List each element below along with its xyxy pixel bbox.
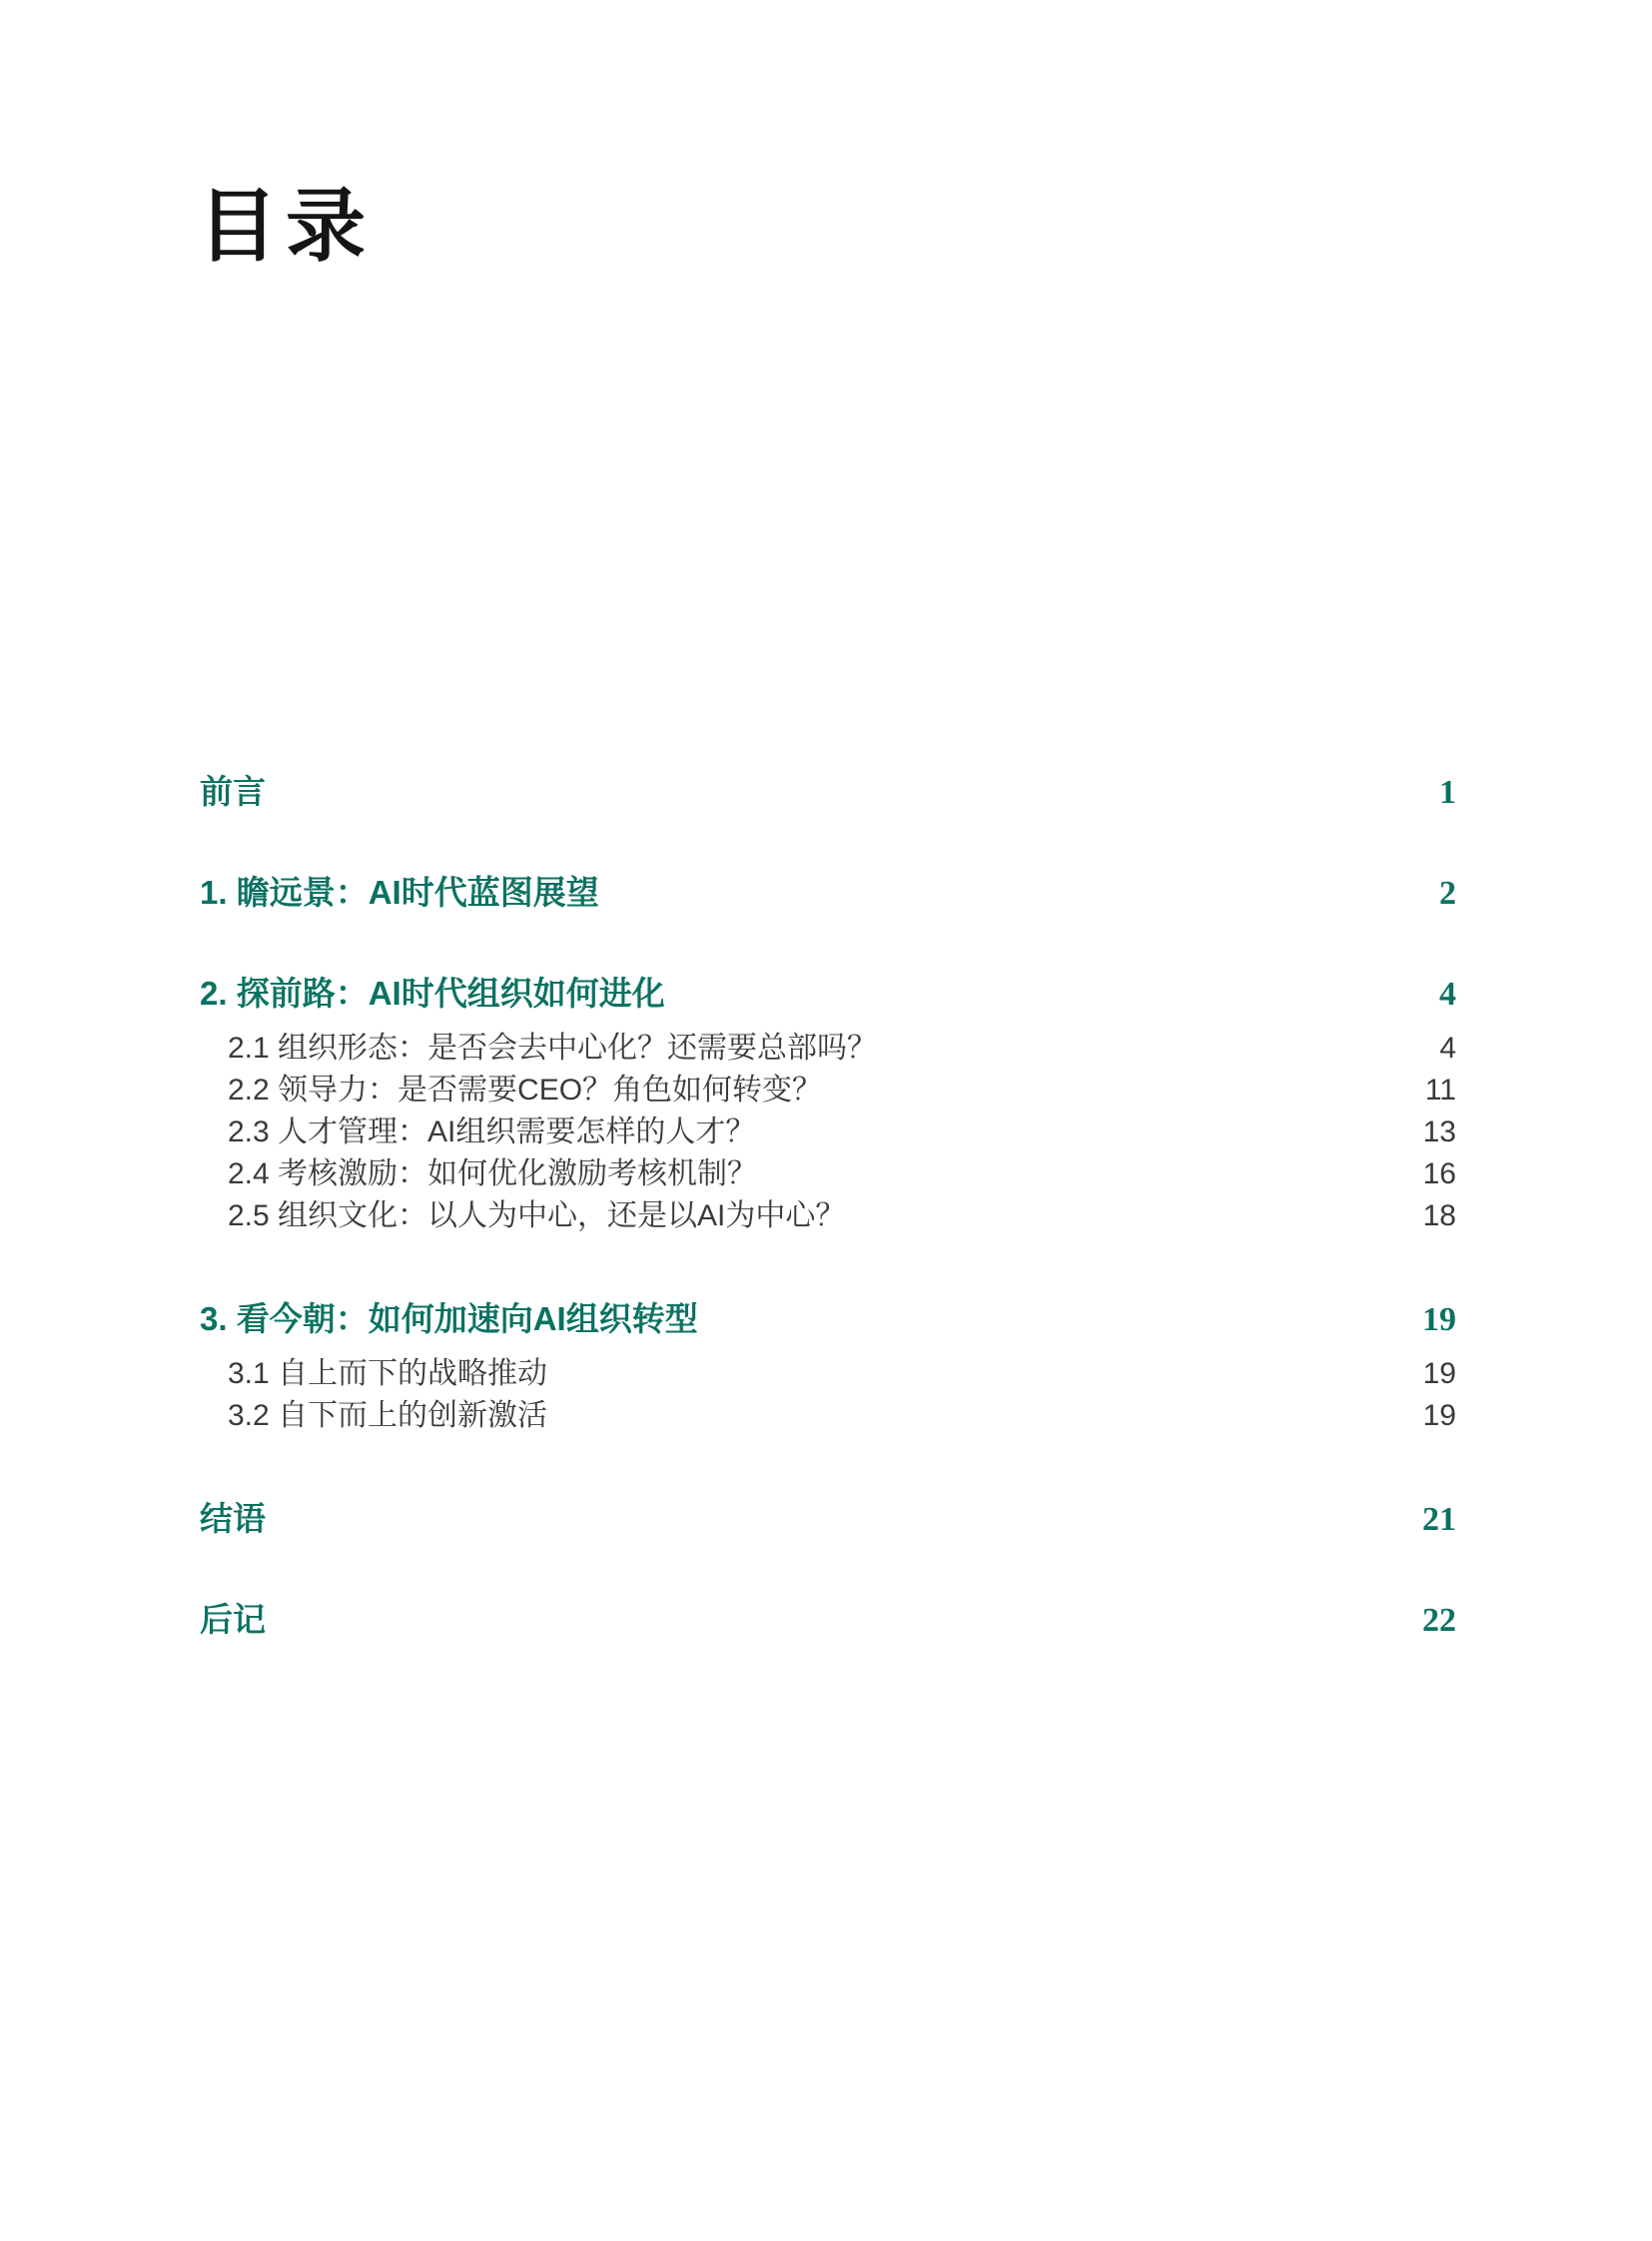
toc-entry-label: 2. 探前路：AI时代组织如何进化: [200, 975, 665, 1012]
toc-group: [200, 1501, 1456, 1538]
toc-group: [200, 1301, 1456, 1437]
toc-entry-page: 21: [1422, 1501, 1456, 1538]
toc-subentry-page: 16: [1422, 1157, 1456, 1190]
toc-subentry-page: 18: [1422, 1199, 1456, 1232]
toc-entry-label: 后记: [200, 1601, 266, 1638]
toc-entry[interactable]: [200, 1301, 1456, 1338]
toc-subentry-label: 3.1 自上而下的战略推动: [228, 1357, 548, 1390]
toc-subentry-label: 2.4 考核激励：如何优化激励考核机制？: [228, 1157, 758, 1190]
toc-entry-page: 1: [1439, 774, 1456, 811]
toc-entry-label: 结语: [200, 1500, 266, 1537]
page-title: 目录: [198, 184, 374, 272]
toc-subentry-label: 2.5 组织文化：以人为中心，还是以AI为中心？: [228, 1199, 846, 1232]
toc-subentry[interactable]: [200, 1395, 1456, 1437]
toc-entry-label: 3. 看今朝：如何加速向AI组织转型: [200, 1300, 698, 1337]
toc-entry-page: 22: [1422, 1602, 1456, 1639]
toc-subentry-page: 13: [1422, 1116, 1456, 1148]
toc-entry[interactable]: [200, 875, 1456, 912]
toc-entry[interactable]: [200, 774, 1456, 811]
toc-group: [200, 875, 1456, 912]
toc-subentry-page: 4: [1439, 1032, 1456, 1065]
toc-group: [200, 1602, 1456, 1639]
toc-entry-label: 1. 瞻远景：AI时代蓝图展望: [200, 874, 599, 911]
toc-subentry-label: 2.3 人才管理：AI组织需要怎样的人才？: [228, 1116, 756, 1148]
toc-subentry-label: 2.2 领导力：是否需要CEO？角色如何转变？: [228, 1074, 823, 1107]
toc-subentry-page: 19: [1422, 1357, 1456, 1390]
toc-entry[interactable]: [200, 1501, 1456, 1538]
toc-subentry-label: 2.1 组织形态：是否会去中心化？还需要总部吗？: [228, 1032, 878, 1065]
toc-list: [200, 774, 1456, 1639]
toc-subentry[interactable]: [200, 1195, 1456, 1237]
toc-entry-page: 4: [1439, 976, 1456, 1013]
toc-subentry[interactable]: [200, 1353, 1456, 1395]
toc-entry[interactable]: [200, 1602, 1456, 1639]
toc-subentry-label: 3.2 自下而上的创新激活: [228, 1399, 548, 1432]
toc-subentry[interactable]: [200, 1153, 1456, 1195]
toc-subentry[interactable]: [200, 1028, 1456, 1070]
toc-subentry-page: 19: [1422, 1399, 1456, 1432]
toc-subentry[interactable]: [200, 1112, 1456, 1153]
toc-sub-list: [200, 1353, 1456, 1437]
toc-entry-label: 前言: [200, 773, 266, 810]
toc-entry-page: 19: [1422, 1301, 1456, 1338]
toc-subentry-page: 11: [1424, 1074, 1456, 1107]
toc-entry-page: 2: [1439, 875, 1456, 912]
toc-subentry[interactable]: [200, 1070, 1456, 1112]
toc-group: [200, 774, 1456, 811]
toc-group: [200, 976, 1456, 1237]
toc-sub-list: [200, 1028, 1456, 1237]
toc-entry[interactable]: [200, 976, 1456, 1013]
